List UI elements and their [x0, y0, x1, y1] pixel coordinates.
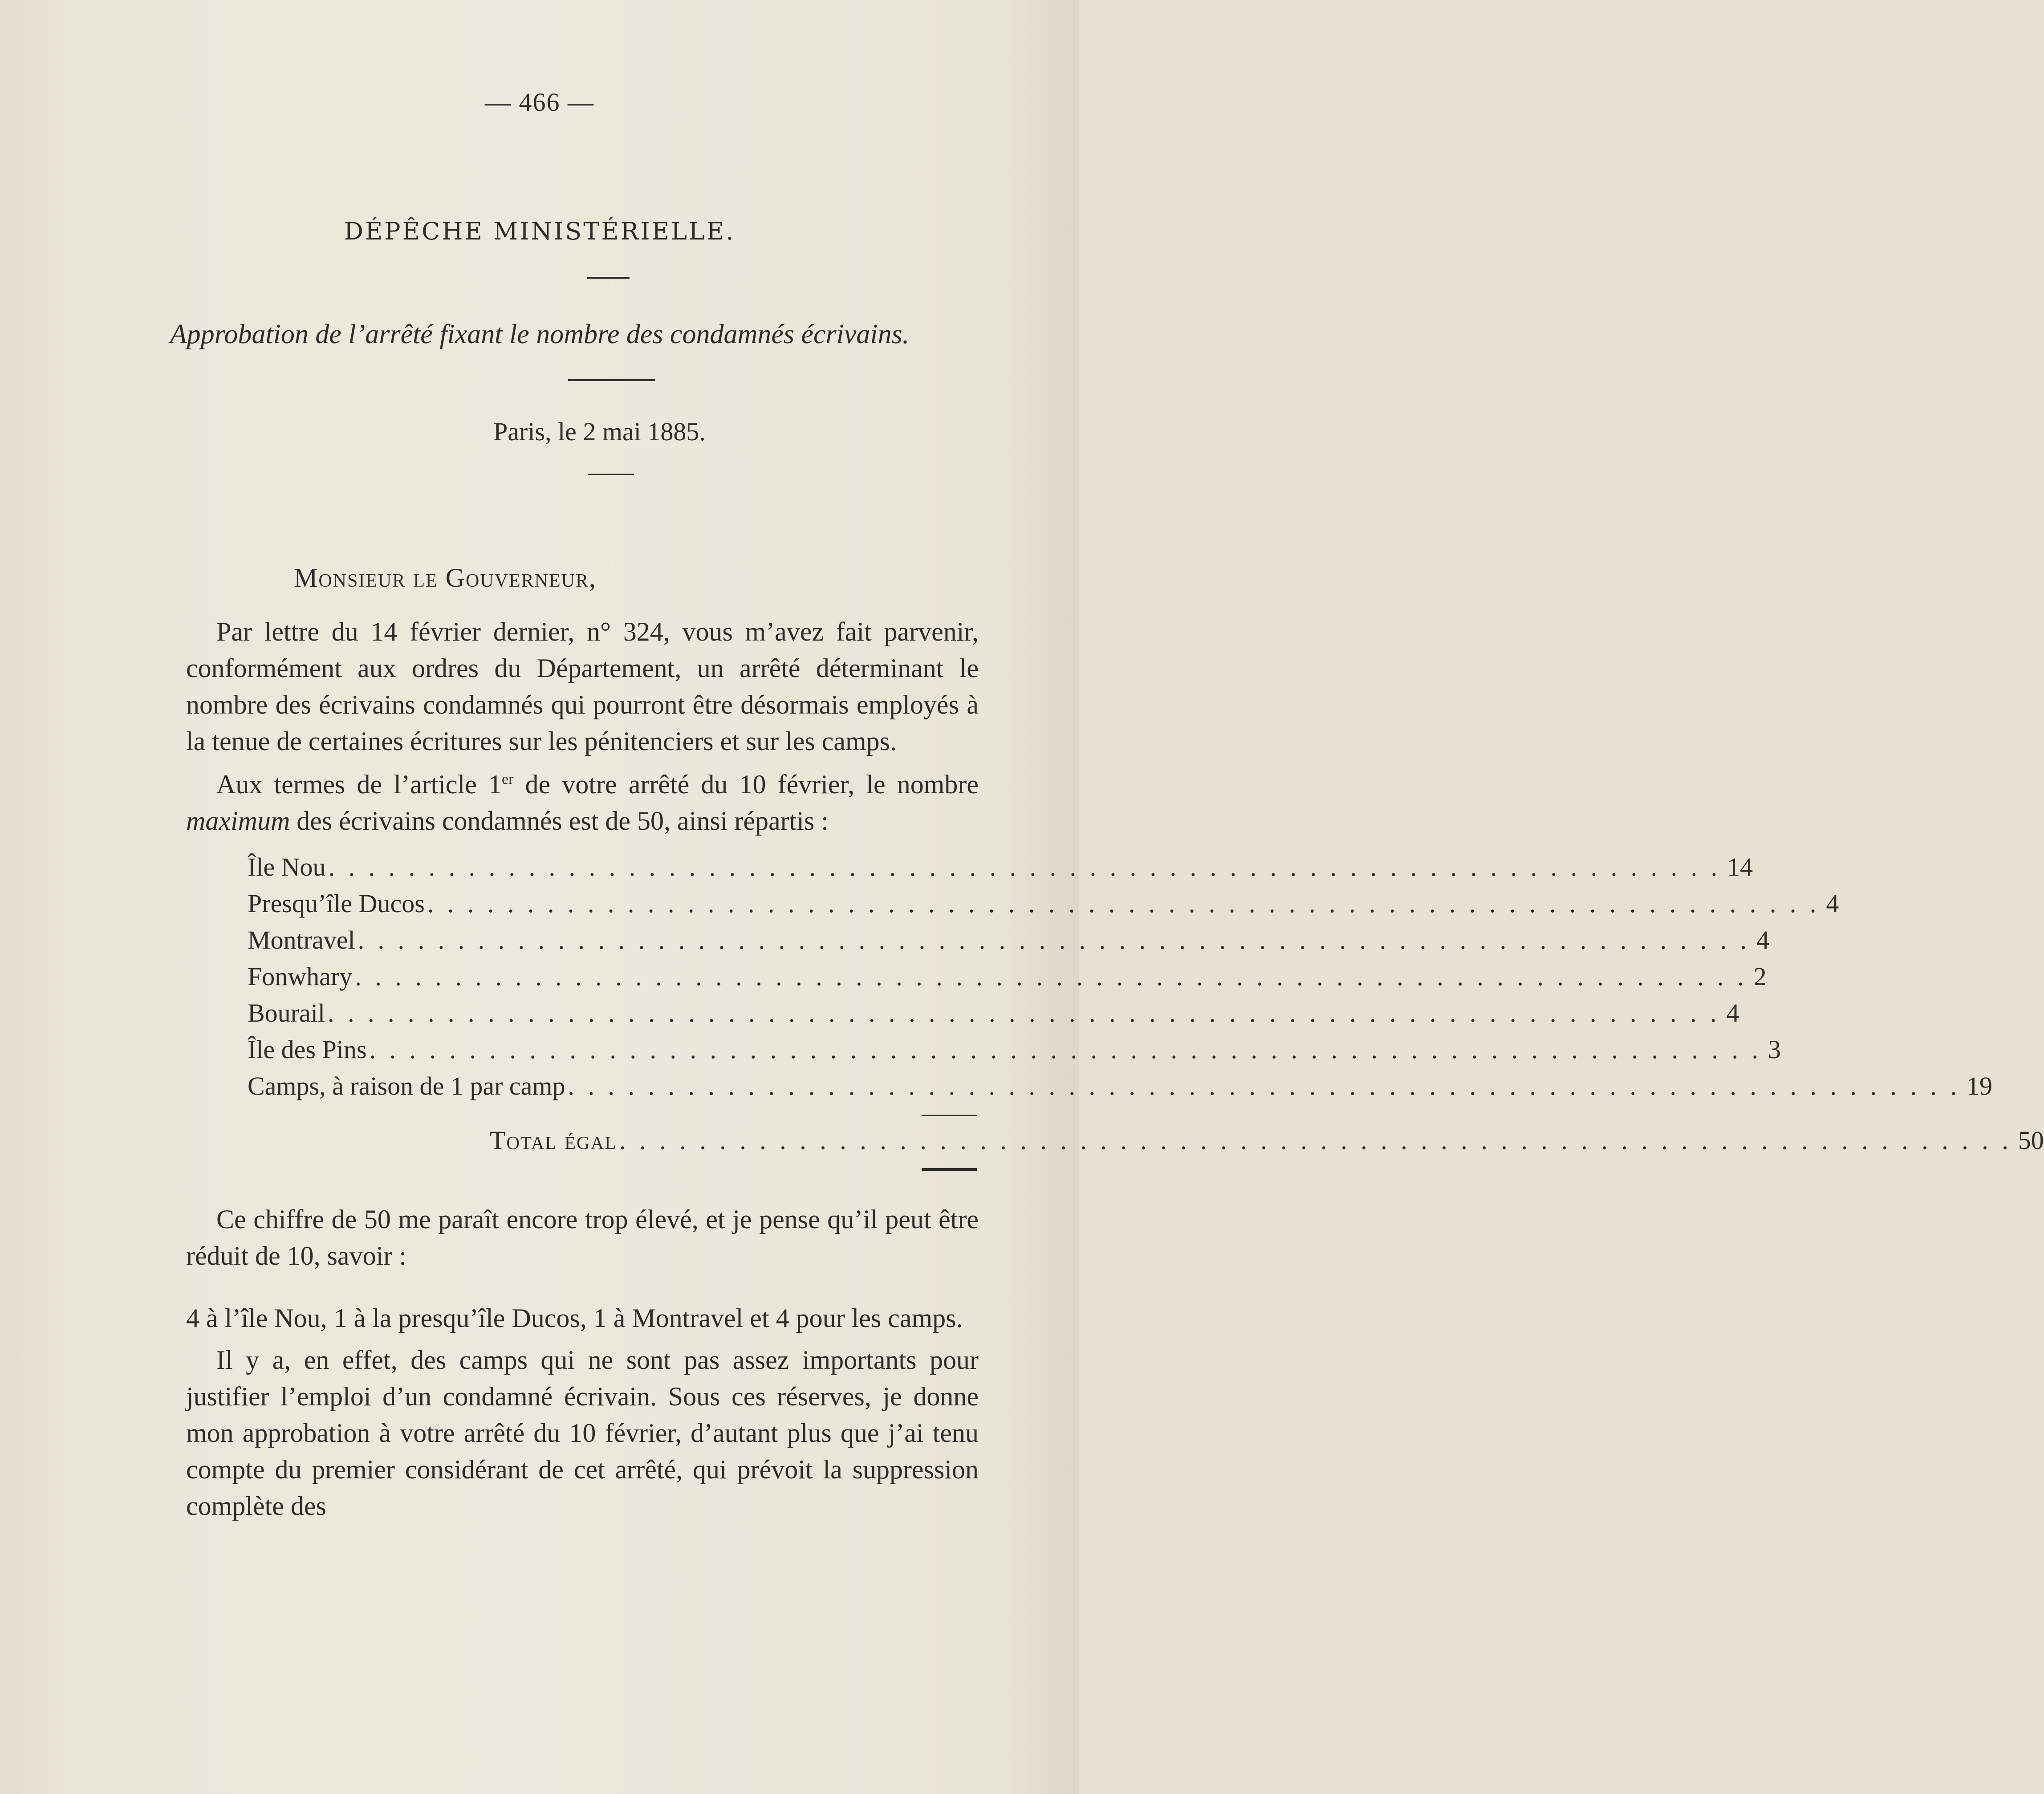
- subtitle-rule: [568, 379, 655, 381]
- total-double-rule: [922, 1168, 977, 1171]
- dateline: Paris, le 2 mai 1885.: [493, 417, 706, 446]
- document-subtitle: Approbation de l’arrêté fixant le nombre des condamnés écrivains.: [170, 319, 910, 349]
- paragraph-5-text: Il y a, en effet, des camps qui ne sont pas assez importants pour justifier l’emploi d’un condamné écrivain. Sous ces réserves, je donne mon approbation à votre arrêté du 10 février, d’autant plus que j’ai tenu compte du premier considérant de cet arrêté, qui prévoit la suppression complète des: [186, 1345, 979, 1521]
- total-label: Total égal: [490, 1126, 617, 1155]
- row-value: 3: [1768, 1035, 1781, 1064]
- leader-dots: . . . . . . . . . . . . . . . . . . . . . . . . . . . . . . . . . . . . . . . . . . . . . . . . . . . . . . . . . . . . . . . . . . . . . .: [358, 925, 1751, 954]
- paragraph-3-text: Ce chiffre de 50 me paraît encore trop élevé, et je pense qu’il peut être réduit de 10, savoir :: [186, 1205, 979, 1270]
- row-value: 4: [1726, 998, 1739, 1027]
- paragraph-2-text-b: de votre arrêté du 10 février, le nombre: [513, 770, 979, 799]
- total-row: [490, 1125, 2044, 1155]
- row-value: 2: [1753, 962, 1767, 991]
- row-value: 14: [1727, 852, 1753, 881]
- table-row: [248, 998, 1739, 1034]
- row-label: Fonwhary: [248, 962, 353, 991]
- page-number: — 466 —: [485, 88, 594, 117]
- paragraph-3: [186, 1201, 979, 1274]
- table-row: [248, 889, 1839, 924]
- row-label: Île Nou: [248, 852, 326, 881]
- title-rule: [587, 277, 630, 279]
- table-row: [248, 1035, 1781, 1070]
- document-title: DÉPÊCHE MINISTÉRIELLE.: [344, 217, 736, 245]
- row-label: Camps, à raison de 1 par camp: [248, 1072, 565, 1100]
- dateline-rule: [588, 474, 634, 475]
- paragraph-1-text: Par lettre du 14 février dernier, n° 324, vous m’avez fait parvenir, conformément aux ordres du Département, un arrêté déterminant le nombre des écrivains condamnés qui pourront être désormais employés à la tenue de certaines écritures sur les pénitenciers et sur les camps.: [186, 617, 979, 756]
- row-label: Bourail: [248, 998, 325, 1027]
- row-label: Presqu’île Ducos: [248, 889, 425, 918]
- table-row: [248, 962, 1767, 997]
- paragraph-2-text-c: des écrivains condamnés est de 50, ainsi répartis :: [290, 806, 829, 836]
- paragraph-1: [186, 613, 979, 759]
- sum-rule: [922, 1115, 977, 1116]
- row-value: 4: [1826, 889, 1839, 918]
- paragraph-4-text: 4 à l’île Nou, 1 à la presqu’île Ducos, 1 à Montravel et 4 pour les camps.: [186, 1303, 963, 1333]
- row-value: 4: [1756, 925, 1770, 954]
- paragraph-2-superscript: er: [501, 771, 514, 787]
- leader-dots: . . . . . . . . . . . . . . . . . . . . . . . . . . . . . . . . . . . . . . . . . . . . . . . . . . . . . . . . . . . . . . . . . . . . . .: [619, 1126, 2012, 1155]
- leader-dots: . . . . . . . . . . . . . . . . . . . . . . . . . . . . . . . . . . . . . . . . . . . . . . . . . . . . . . . . . . . . . . . . . . . . . .: [355, 962, 1747, 991]
- row-label: Île des Pins: [248, 1035, 367, 1064]
- leader-dots: . . . . . . . . . . . . . . . . . . . . . . . . . . . . . . . . . . . . . . . . . . . . . . . . . . . . . . . . . . . . . . . . . . . . . .: [327, 998, 1720, 1027]
- table-row: [248, 1071, 1993, 1107]
- row-value: 19: [1967, 1072, 1993, 1100]
- table-row: [248, 925, 1770, 961]
- leader-dots: . . . . . . . . . . . . . . . . . . . . . . . . . . . . . . . . . . . . . . . . . . . . . . . . . . . . . . . . . . . . . . . . . . . . . .: [568, 1072, 1961, 1100]
- salutation: Monsieur le Gouverneur,: [294, 563, 597, 593]
- table-row: [248, 852, 1753, 888]
- leader-dots: . . . . . . . . . . . . . . . . . . . . . . . . . . . . . . . . . . . . . . . . . . . . . . . . . . . . . . . . . . . . . . . . . . . . . .: [328, 852, 1721, 881]
- paragraph-4: [186, 1300, 979, 1336]
- paragraph-2-emphasis: maximum: [186, 806, 290, 836]
- paragraph-2-text-a: Aux termes de l’article 1: [216, 770, 502, 799]
- paragraph-5: [186, 1342, 979, 1524]
- leader-dots: . . . . . . . . . . . . . . . . . . . . . . . . . . . . . . . . . . . . . . . . . . . . . . . . . . . . . . . . . . . . . . . . . . . . . .: [427, 889, 1820, 918]
- total-value: 50: [2018, 1126, 2044, 1155]
- paragraph-2: [186, 761, 979, 839]
- row-label: Montravel: [248, 925, 355, 954]
- leader-dots: . . . . . . . . . . . . . . . . . . . . . . . . . . . . . . . . . . . . . . . . . . . . . . . . . . . . . . . . . . . . . . . . . . . . . .: [369, 1035, 1762, 1064]
